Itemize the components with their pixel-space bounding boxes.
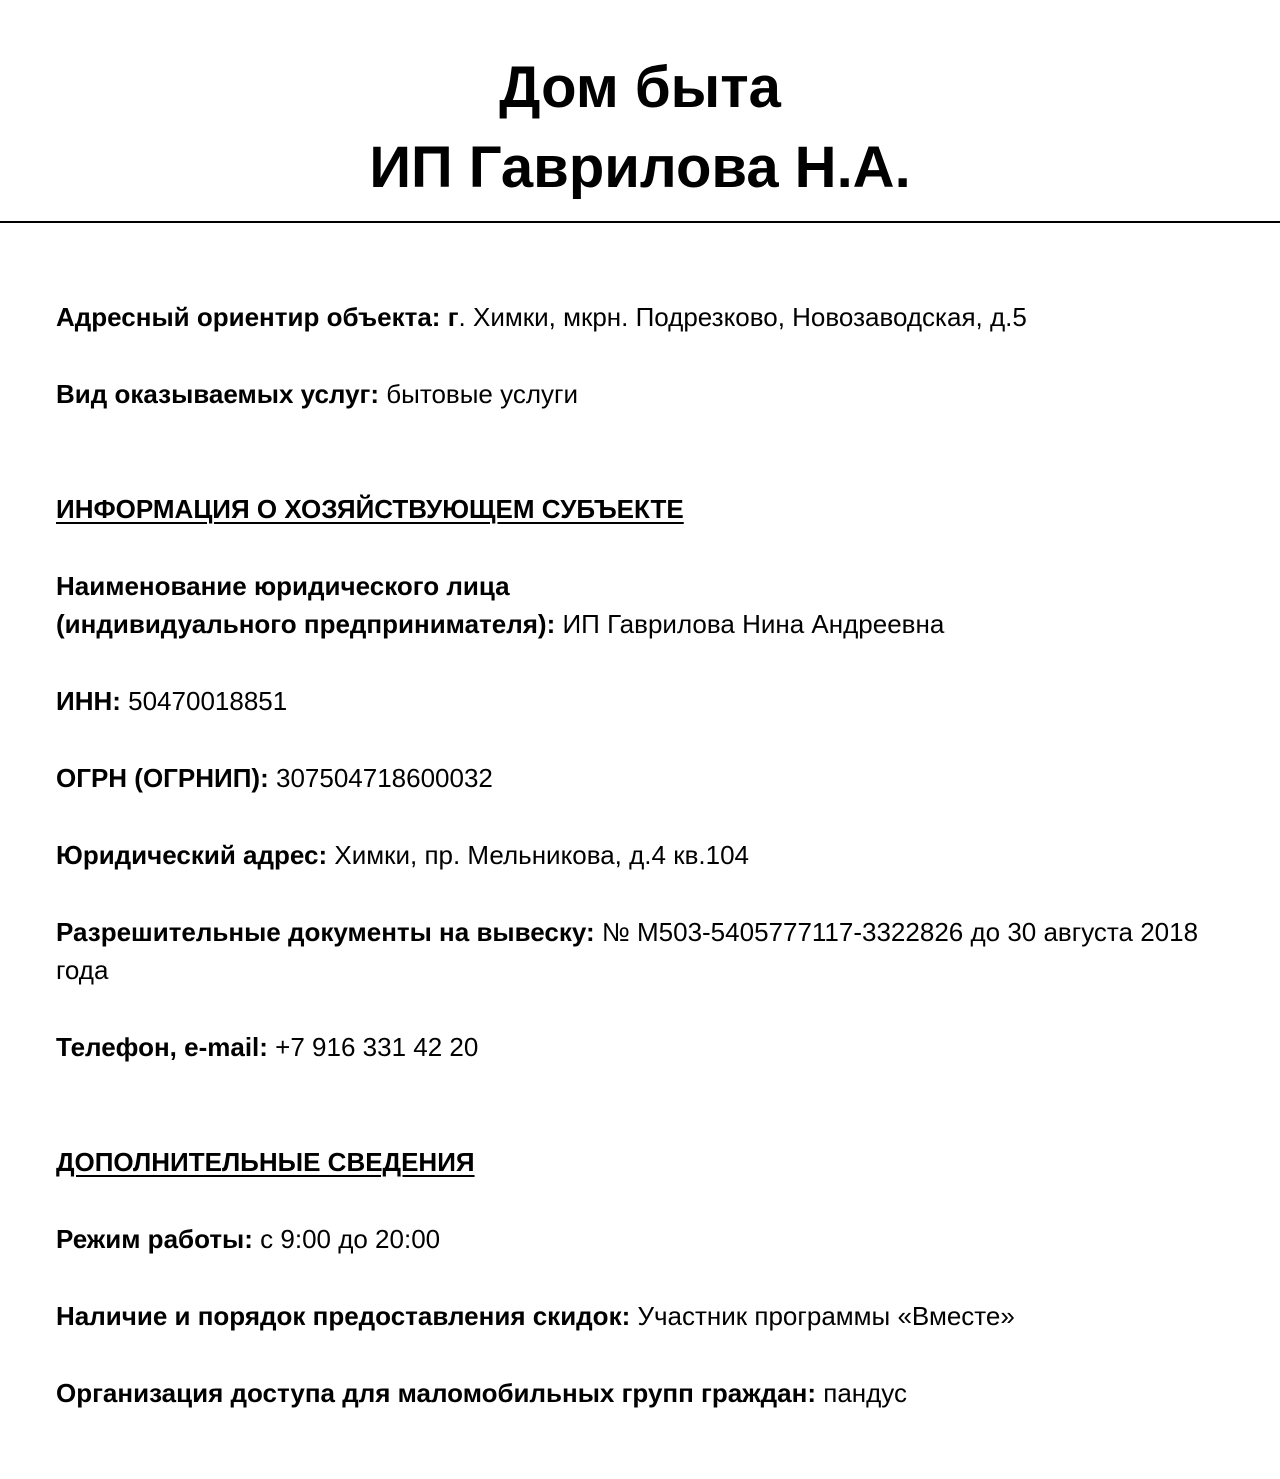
legal-address-field bbox=[56, 836, 1236, 874]
signage-permit-label: Разрешительные документы на вывеску: bbox=[56, 917, 595, 947]
document-title bbox=[0, 48, 1280, 208]
discounts-value: Участник программы «Вместе» bbox=[637, 1301, 1015, 1331]
working-hours-label: Режим работы: bbox=[56, 1224, 253, 1254]
services-value: бытовые услуги bbox=[386, 379, 578, 409]
inn-field bbox=[56, 682, 1236, 720]
extra-section-heading: ДОПОЛНИТЕЛЬНЫЕ СВЕДЕНИЯ bbox=[56, 1147, 475, 1177]
title-divider bbox=[0, 221, 1280, 223]
contact-value: +7 916 331 42 20 bbox=[275, 1032, 479, 1062]
legal-address-value: Химки, пр. Мельникова, д.4 кв.104 bbox=[334, 840, 750, 870]
working-hours-field bbox=[56, 1220, 1236, 1258]
entity-name-value: ИП Гаврилова Нина Андреевна bbox=[562, 609, 945, 639]
accessibility-field bbox=[56, 1374, 1236, 1412]
accessibility-label: Организация доступа для маломобильных групп граждан: bbox=[56, 1378, 816, 1408]
entity-name-field bbox=[56, 567, 1236, 643]
discounts-field bbox=[56, 1297, 1236, 1335]
services-label: Вид оказываемых услуг: bbox=[56, 379, 380, 409]
object-address-field bbox=[56, 298, 1236, 336]
document-body bbox=[56, 298, 1236, 1412]
ogrn-field bbox=[56, 759, 1236, 797]
ogrn-label: ОГРН (ОГРНИП): bbox=[56, 763, 269, 793]
ogrn-value: 307504718600032 bbox=[275, 763, 493, 793]
contact-field bbox=[56, 1028, 1236, 1066]
object-address-label: Адресный ориентир объекта: г bbox=[56, 302, 459, 332]
inn-value: 50470018851 bbox=[128, 686, 288, 716]
inn-label: ИНН: bbox=[56, 686, 121, 716]
entity-name-label-line-2: (индивидуального предпринимателя): bbox=[56, 609, 556, 639]
accessibility-value: пандус bbox=[823, 1378, 908, 1408]
working-hours-value: с 9:00 до 20:00 bbox=[260, 1224, 441, 1254]
title-line-1: Дом быта bbox=[499, 55, 781, 120]
discounts-label: Наличие и порядок предоставления скидок: bbox=[56, 1301, 631, 1331]
services-field bbox=[56, 375, 1236, 413]
title-line-2: ИП Гаврилова Н.А. bbox=[369, 135, 911, 200]
entity-name-label-line-1: Наименование юридического лица bbox=[56, 571, 510, 601]
signage-permit-value: № М503-5405777117-3322826 до 30 августа 2018 года bbox=[56, 917, 1199, 985]
contact-label: Телефон, e-mail: bbox=[56, 1032, 268, 1062]
entity-section-heading: ИНФОРМАЦИЯ О ХОЗЯЙСТВУЮЩЕМ СУБЪЕКТЕ bbox=[56, 494, 684, 524]
object-address-value: . Химки, мкрн. Подрезково, Новозаводская, д.5 bbox=[458, 302, 1027, 332]
legal-address-label: Юридический адрес: bbox=[56, 840, 328, 870]
signage-permit-field bbox=[56, 913, 1236, 989]
